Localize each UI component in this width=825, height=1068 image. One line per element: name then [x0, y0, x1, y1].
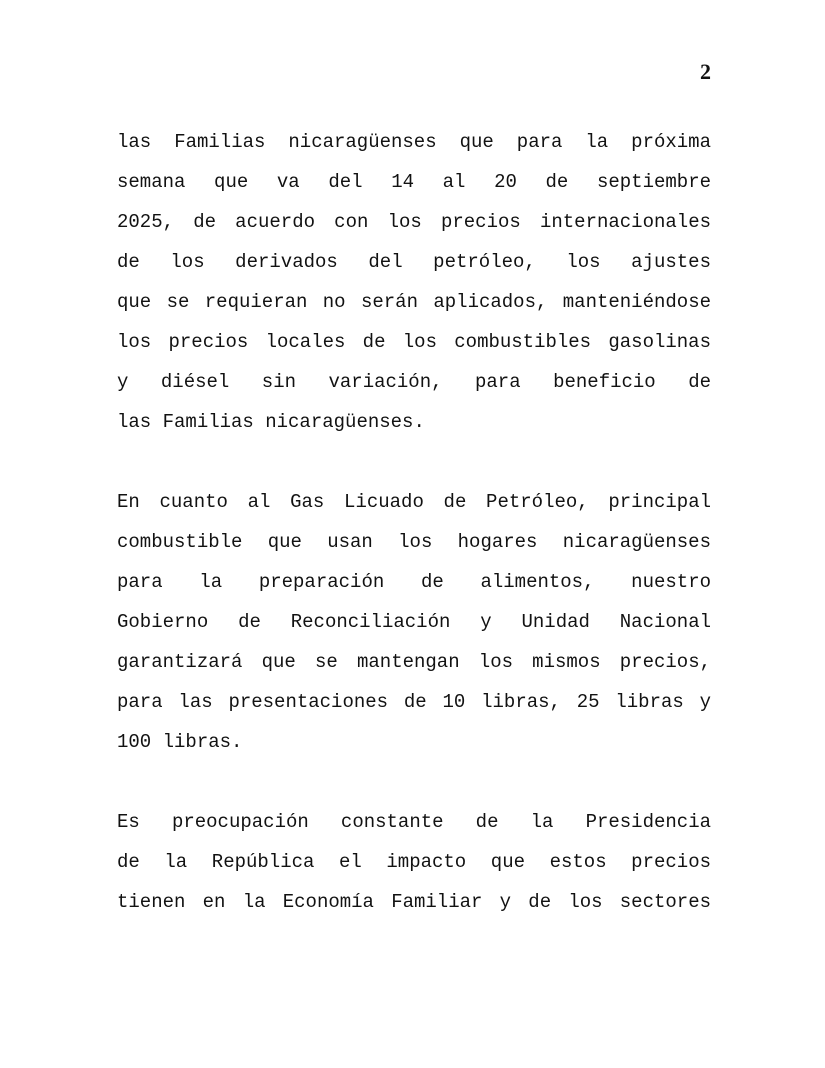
page-number: 2: [700, 59, 711, 84]
text-line: las Familias nicaragüenses.: [117, 411, 425, 433]
text-line: Es preocupación constante de la Presidencia: [117, 811, 711, 833]
paragraph-2: [117, 482, 711, 762]
text-line: para la preparación de alimentos, nuestro: [117, 571, 711, 593]
text-line: Gobierno de Reconciliación y Unidad Nacional: [117, 611, 711, 633]
text-line: de los derivados del petróleo, los ajustes: [117, 251, 711, 273]
text-line: combustible que usan los hogares nicaragüenses: [117, 531, 711, 553]
text-line: tienen en la Economía Familiar y de los sectores: [117, 891, 711, 913]
text-line: que se requieran no serán aplicados, manteniéndose: [117, 291, 711, 313]
text-line: garantizará que se mantengan los mismos precios,: [117, 651, 711, 673]
text-line: los precios locales de los combustibles gasolinas: [117, 331, 711, 353]
text-line: y diésel sin variación, para beneficio de: [117, 371, 711, 393]
text-line: las Familias nicaragüenses que para la próxima: [117, 131, 711, 153]
text-line: semana que va del 14 al 20 de septiembre: [117, 171, 711, 193]
paragraph-3: [117, 802, 711, 922]
text-line: 100 libras.: [117, 731, 243, 753]
text-line: para las presentaciones de 10 libras, 25 libras y: [117, 691, 711, 713]
paragraph-1: [117, 122, 711, 442]
document-body: [117, 122, 711, 922]
text-line: 2025, de acuerdo con los precios internacionales: [117, 211, 711, 233]
text-line: En cuanto al Gas Licuado de Petróleo, principal: [117, 491, 711, 513]
text-line: de la República el impacto que estos precios: [117, 851, 711, 873]
